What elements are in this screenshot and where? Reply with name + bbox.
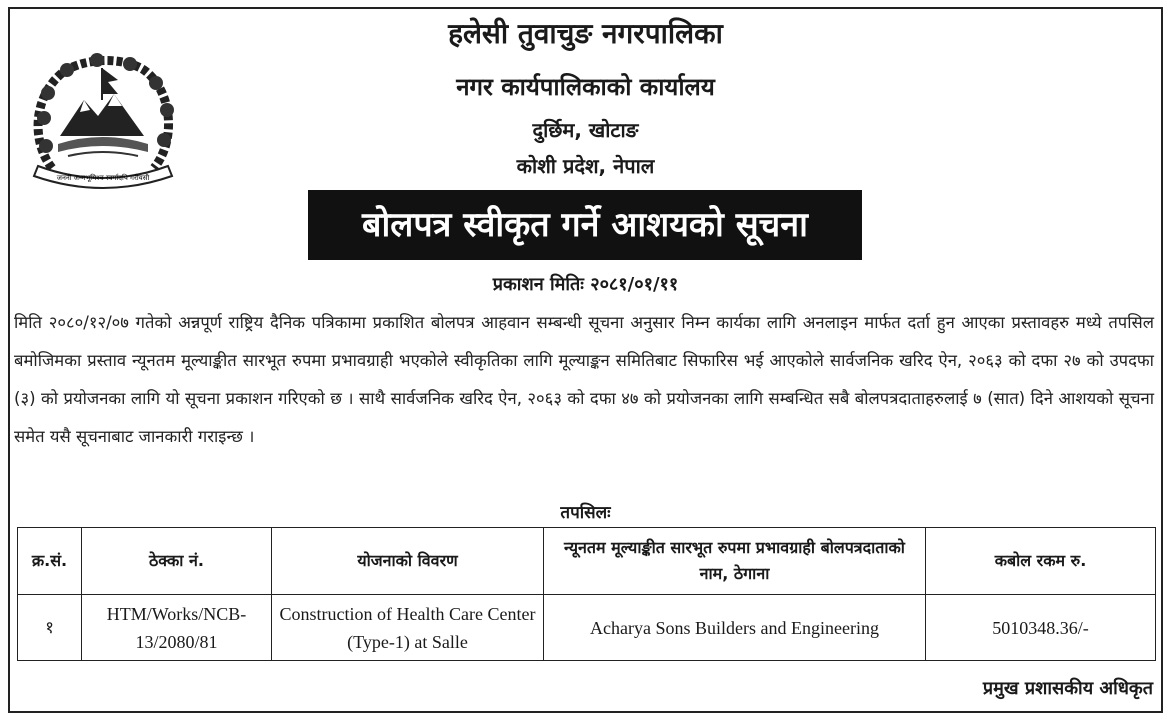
- notice-body: मिति २०८०/१२/०७ गतेको अन्नपूर्ण राष्ट्रिय दैनिक पत्रिकामा प्रकाशित बोलपत्र आहवान सम्बन्धी सूचना अनुसार निम्न कार्यका लागि अनलाइन मार्फत दर्ता हुन आएका प्रस्तावहरु मध्ये तपसिल बमोजिमका प्रस्ताव न्यूनतम मूल्याङ्कीत सारभूत रुपमा प्रभावग्राही भएकोले स्वीकृतिका लागि मूल्याङ्कन समितिबाट सिफारिस भई आएकोले सार्वजनिक खरिद ऐन, २०६३ को दफा २७ को उपदफा (३) को प्रयोजनका लागि यो सूचना प्रकाशन गरिएको छ । साथै सार्वजनिक खरिद ऐन, २०६३ को दफा ४७ को प्रयोजनका लागि सम्बन्धित सबै बोलपत्रदाताहरुलाई ७ (सात) दिने आशयको सूचना समेत यसै सूचनाबाट जानकारी गराइन्छ ।: [14, 313, 1154, 446]
- header-contract-no: ठेक्का नं.: [82, 528, 272, 595]
- header-project: योजनाको विवरण: [272, 528, 544, 595]
- signatory-title: प्रमुख प्रशासकीय अधिकृत: [982, 678, 1153, 699]
- cell-contract-no: HTM/Works/NCB-13/2080/81: [82, 595, 272, 661]
- header-bidder: न्यूनतम मूल्याङ्कीत सारभूत रुपमा प्रभावग्राही बोलपत्रदाताको नाम, ठेगाना: [544, 528, 926, 595]
- table-row: [18, 595, 1156, 661]
- cell-amount: 5010348.36/-: [926, 595, 1156, 661]
- header-sn: क्र.सं.: [18, 528, 82, 595]
- table-header-row: [18, 528, 1156, 595]
- emblem-motto: जननी जन्मभूमिश्च स्वर्गादपि गरीयसी: [56, 174, 150, 182]
- office-name: नगर कार्यपालिकाको कार्यालय: [456, 73, 715, 101]
- details-heading: तपसिलः: [560, 503, 611, 523]
- province-country: कोशी प्रदेश, नेपाल: [516, 154, 655, 178]
- municipality-name: हलेसी तुवाचुङ नगरपालिका: [448, 17, 723, 50]
- publication-date: प्रकाशन मितिः २०८१/०१/११: [492, 274, 679, 295]
- header-amount: कबोल रकम रु.: [926, 528, 1156, 595]
- cell-bidder: Acharya Sons Builders and Engineering: [544, 595, 926, 661]
- notice-title: बोलपत्र स्वीकृत गर्ने आशयको सूचना: [308, 190, 862, 260]
- cell-sn: १: [18, 595, 82, 661]
- office-location: दुर्छिम, खोटाङ: [532, 118, 639, 142]
- cell-project: Construction of Health Care Center (Type-1) at Salle: [272, 595, 544, 661]
- bid-acceptance-table: [17, 527, 1156, 661]
